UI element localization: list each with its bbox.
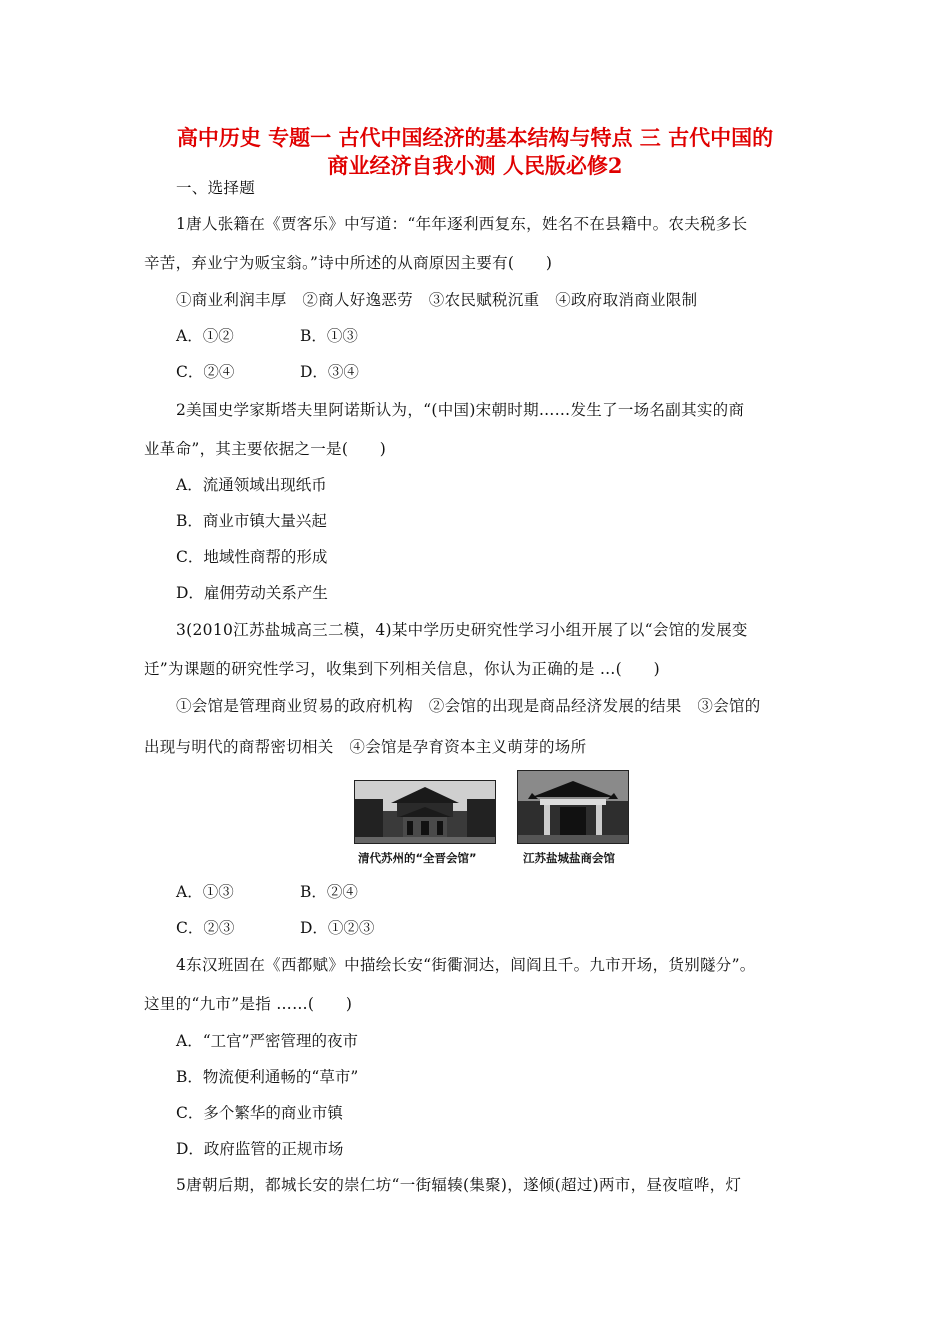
q4-option-a: A．“工官”严密管理的夜市 bbox=[176, 1032, 359, 1050]
q1-option-a: A．①② bbox=[176, 327, 234, 345]
figure-caption-quanjin: 清代苏州的“全晋会馆” bbox=[358, 851, 477, 865]
q4-option-d: D．政府监管的正规市场 bbox=[176, 1140, 344, 1158]
q3-option-a: A．①③ bbox=[176, 883, 234, 901]
document-title-line-1: 高中历史 专题一 古代中国经济的基本结构与特点 三 古代中国的 bbox=[176, 125, 774, 150]
q4-option-b: B．物流便利通畅的“草市” bbox=[176, 1068, 359, 1086]
q2-option-b: B．商业市镇大量兴起 bbox=[176, 512, 327, 530]
figure-caption-yancheng: 江苏盐城盐商会馆 bbox=[523, 851, 615, 865]
section-heading: 一、选择题 bbox=[176, 179, 256, 197]
q2-option-d: D．雇佣劳动关系产生 bbox=[176, 584, 328, 602]
q3-items-line-2: 出现与明代的商帮密切相关 ④会馆是孕育资本主义萌芽的场所 bbox=[144, 738, 587, 756]
q1-option-c: C．②④ bbox=[176, 363, 235, 381]
q3-option-d: D．①②③ bbox=[300, 919, 375, 937]
document-title-line-2: 商业经济自我小测 人民版必修2 bbox=[327, 153, 623, 178]
q3-stem-line-1: 3(2010江苏盐城高三二模，4)某中学历史研究性学习小组开展了以“会馆的发展变 bbox=[176, 621, 748, 639]
q3-option-b: B．②④ bbox=[300, 883, 358, 901]
q3-stem-line-2: 迁”为课题的研究性学习，收集到下列相关信息，你认为正确的是 …( ) bbox=[144, 660, 660, 678]
q2-option-a: A．流通领域出现纸币 bbox=[176, 476, 327, 494]
q3-items-line-1: ①会馆是管理商业贸易的政府机构 ②会馆的出现是商品经济发展的结果 ③会馆的 bbox=[176, 697, 761, 715]
q4-stem-line-1: 4东汉班固在《西都赋》中描绘长安“街衢洞达，闾阎且千。九市开场，货别隧分”。 bbox=[176, 956, 756, 974]
q1-stem-line-2: 辛苦，弃业宁为贩宝翁。”诗中所述的从商原因主要有( ) bbox=[144, 254, 553, 272]
q5-stem-line-1: 5唐朝后期，都城长安的崇仁坊“一街辐辏(集聚)，遂倾(超过)两市，昼夜喧哗，灯 bbox=[176, 1176, 742, 1194]
q4-stem-line-2: 这里的“九市”是指 ……( ) bbox=[144, 995, 353, 1013]
q1-option-b: B．①③ bbox=[300, 327, 358, 345]
quanjin-guild-hall-photo bbox=[354, 780, 496, 844]
q1-option-d: D．③④ bbox=[300, 363, 359, 381]
q4-option-c: C．多个繁华的商业市镇 bbox=[176, 1104, 343, 1122]
q1-items: ①商业利润丰厚 ②商人好逸恶劳 ③农民赋税沉重 ④政府取消商业限制 bbox=[176, 291, 698, 309]
q2-stem-line-2: 业革命”，其主要依据之一是( ) bbox=[144, 440, 387, 458]
q1-stem-line-1: 1唐人张籍在《贾客乐》中写道：“年年逐利西复东，姓名不在县籍中。农夫税多长 bbox=[176, 215, 748, 233]
yancheng-salt-merchants-guild-hall-photo bbox=[517, 770, 629, 844]
q2-option-c: C．地域性商帮的形成 bbox=[176, 548, 328, 566]
q3-option-c: C．②③ bbox=[176, 919, 235, 937]
q2-stem-line-1: 2美国史学家斯塔夫里阿诺斯认为，“(中国)宋朝时期……发生了一场名副其实的商 bbox=[176, 401, 745, 419]
